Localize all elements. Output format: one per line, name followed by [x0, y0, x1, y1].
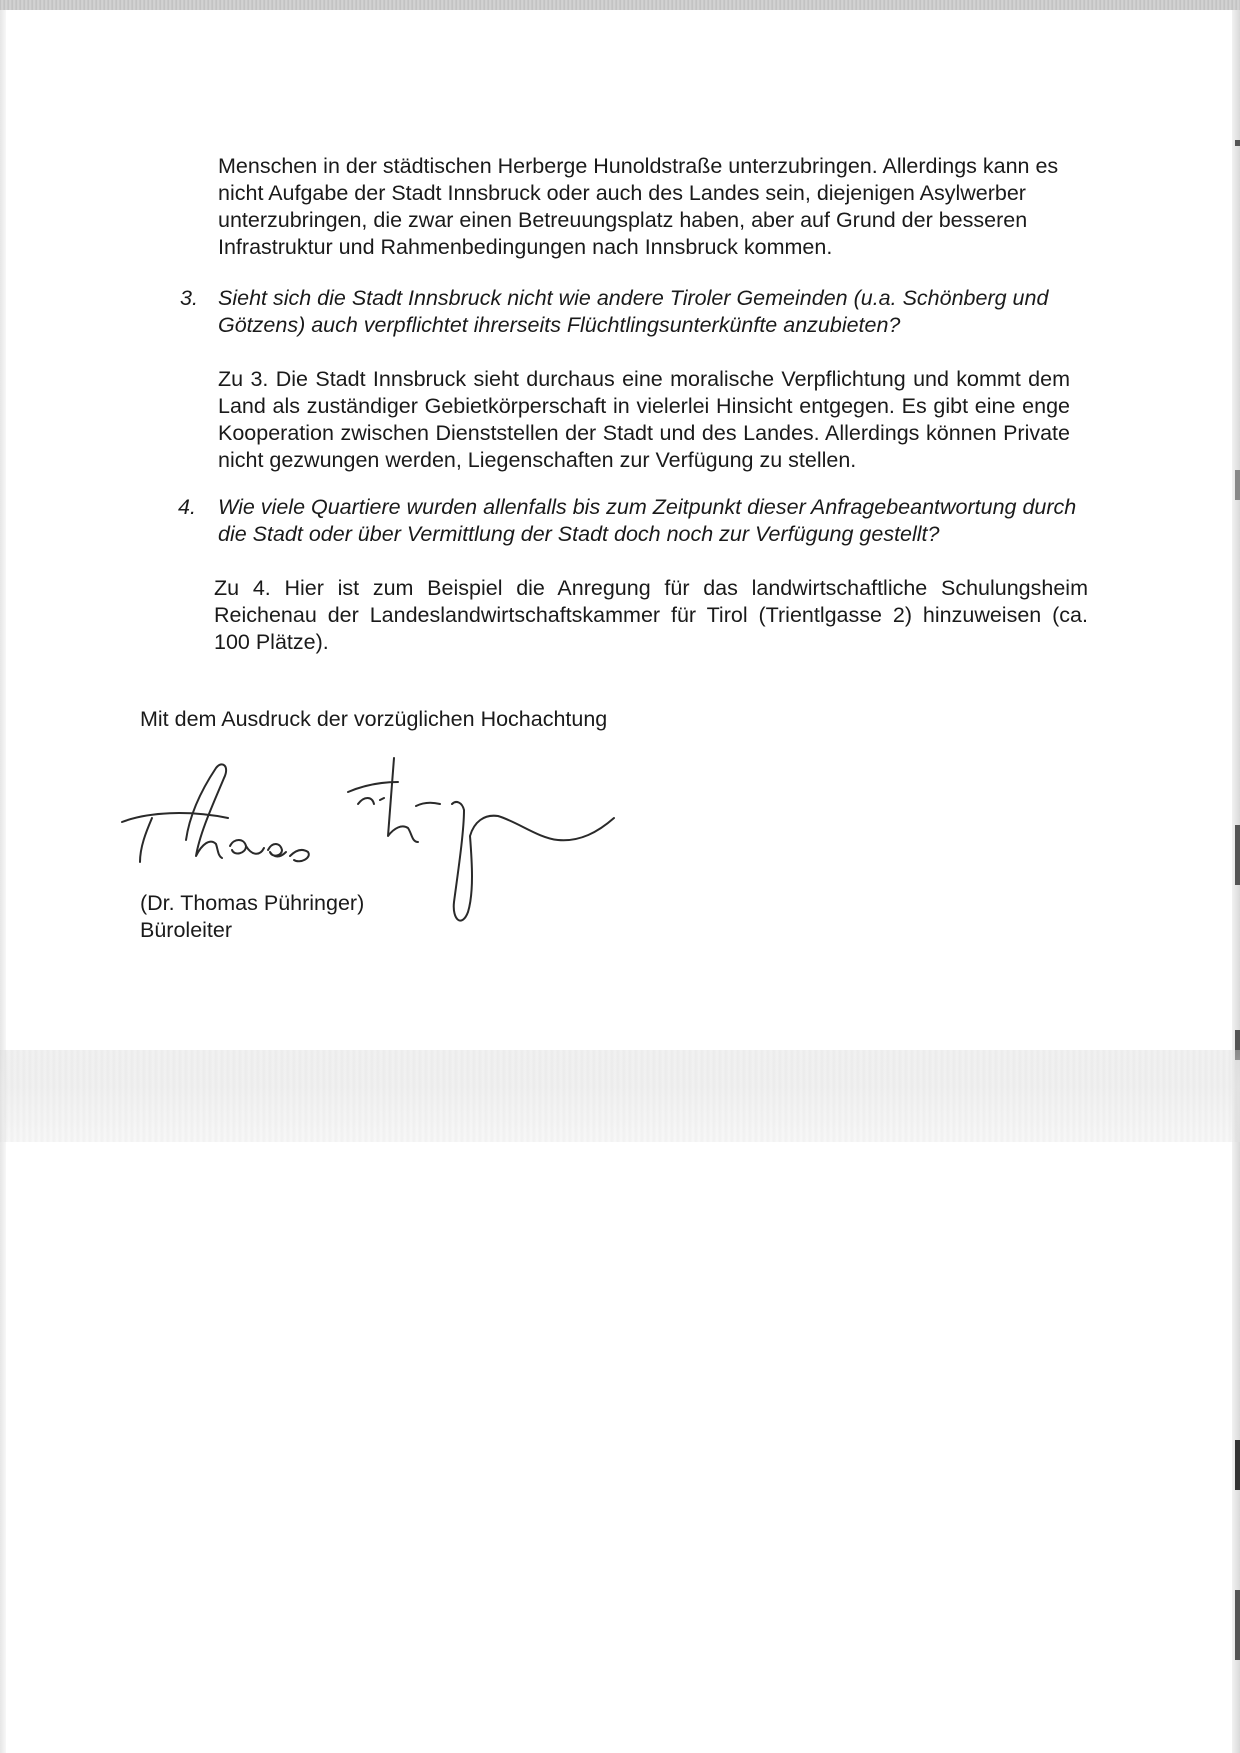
question-4-text: Wie viele Quartiere wurden allenfalls bis zum Zeitpunkt dieser Anfragebeantwortung durch die Stadt oder über Vermittlung der Stadt doch noch zur Verfügung gestellt? [218, 495, 1077, 546]
answer-4-text: Zu 4. Hier ist zum Beispiel die Anregung für das landwirtschaftliche Schulungsheim Reichenau der Landeslandwirtschaftskammer für Tirol (Trientlgasse 2) hinzuweisen (ca. 100 Plätze). [214, 576, 1088, 654]
signatory-title: Büroleiter [140, 918, 233, 942]
closing-salutation: Mit dem Ausdruck der vorzüglichen Hochachtung [140, 707, 608, 731]
intro-paragraph: Menschen in der städtischen Herberge Hunoldstraße unterzubringen. Allerdings kann es nicht Aufgabe der Stadt Innsbruck oder auch des Landes sein, diejenigen Asylwerber unterzubringen, die zwar einen Betreuungsplatz haben, aber auf Grund der besseren Infrastruktur und Rahmenbedingungen nach Innsbruck kommen. [218, 154, 1059, 259]
answer-3-text: Zu 3. Die Stadt Innsbruck sieht durchaus eine moralische Verpflichtung und kommt dem Land als zuständiger Gebietkörperschaft in vielerlei Hinsicht entgegen. Es gibt eine enge Kooperation zwischen Dienststellen der Stadt und des Landes. Allerdings können Private nicht gezwungen werden, Liegenschaften zur Verfügung zu stellen. [218, 367, 1070, 472]
question-3-number: 3. [180, 286, 198, 310]
question-3-text: Sieht sich die Stadt Innsbruck nicht wie andere Tiroler Gemeinden (u.a. Schönberg und Götzens) auch verpflichtet ihrerseits Flüchtlingsunterkünfte anzubieten? [218, 286, 1049, 337]
signatory-name: (Dr. Thomas Pühringer) [140, 891, 365, 915]
question-4-number: 4. [178, 495, 196, 519]
